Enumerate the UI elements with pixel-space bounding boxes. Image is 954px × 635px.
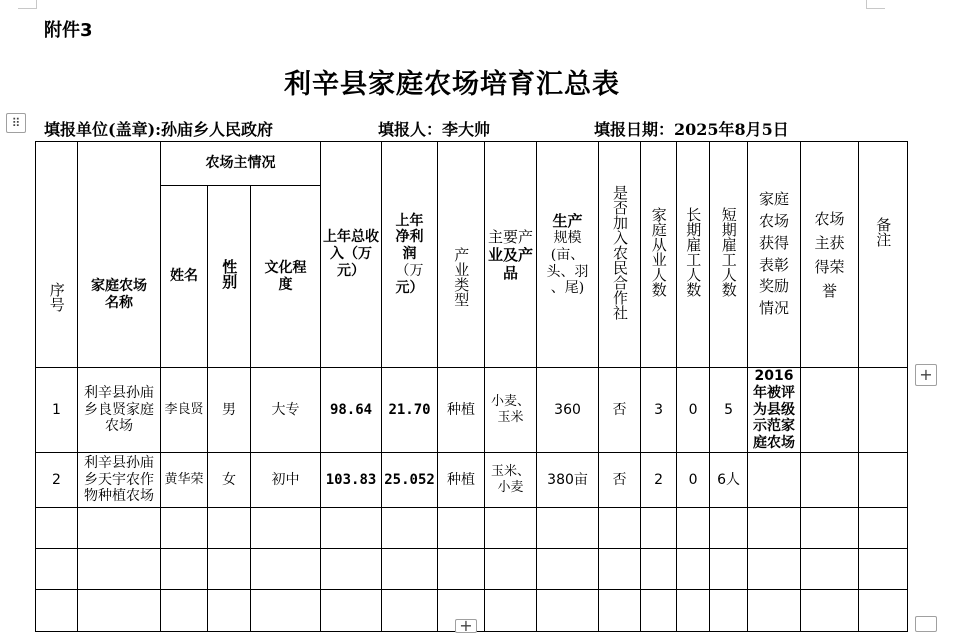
cell-gender: 男 [208, 368, 251, 453]
header-owner-name: 姓名 [161, 186, 208, 368]
cell-scale: 360 [537, 368, 599, 453]
cell-industry: 种植 [438, 452, 485, 507]
cell-owner-honors [801, 452, 859, 507]
cell-revenue: 98.64 [321, 368, 382, 453]
cell-owner: 黄华荣 [161, 452, 208, 507]
cell-seq: 2 [36, 452, 78, 507]
report-date: 填报日期：2025年8月5日 [594, 120, 789, 139]
cell-profit: 21.70 [382, 368, 438, 453]
header-farm-name: 家庭农场名称 [78, 142, 161, 368]
cell-farm-awards: 2016年被评为县级示范家庭农场 [748, 368, 801, 453]
cell-seq: 1 [36, 368, 78, 453]
cell-remarks [859, 452, 908, 507]
header-row-1 [36, 142, 908, 186]
cell-family-workers: 3 [641, 368, 677, 453]
cell-coop: 否 [599, 452, 641, 507]
cell-short-term: 6人 [710, 452, 748, 507]
cell-industry: 种植 [438, 368, 485, 453]
cell-long-term: 0 [677, 452, 710, 507]
cell-products: 玉米、小麦 [485, 452, 537, 507]
header-gender: 性别 [208, 186, 251, 368]
cell-farm-awards [748, 452, 801, 507]
reporter: 填报人：李大帅 [378, 120, 491, 139]
header-owner-group: 农场主情况 [161, 142, 321, 186]
cell-gender: 女 [208, 452, 251, 507]
header-education: 文化程度 [251, 186, 321, 368]
table-row [36, 452, 908, 507]
header-seq: 序号 [36, 142, 78, 368]
empty-row [36, 507, 908, 548]
cell-family-workers: 2 [641, 452, 677, 507]
add-row-plus-icon[interactable]: + [455, 619, 477, 633]
cell-short-term: 5 [710, 368, 748, 453]
table-move-handle-icon[interactable]: ⠿ [6, 113, 26, 133]
header-remarks: 备注 [859, 142, 908, 368]
header-revenue: 上年总收 入（万 元） [321, 142, 382, 368]
header-family-workers: 家庭从业人数 [641, 142, 677, 368]
cell-coop: 否 [599, 368, 641, 453]
page-corner-mark [866, 0, 885, 9]
page-corner-mark [18, 0, 37, 9]
document-title: 利辛县家庭农场培育汇总表 [284, 69, 620, 100]
empty-row [36, 548, 908, 589]
add-column-plus-icon[interactable]: + [915, 364, 937, 386]
cell-owner-honors [801, 368, 859, 453]
report-unit: 填报单位(盖章):孙庙乡人民政府 [44, 120, 274, 139]
cell-scale: 380亩 [537, 452, 599, 507]
header-products: 主要产 业及产 品 [485, 142, 537, 368]
header-industry: 产业类型 [438, 142, 485, 368]
cell-remarks [859, 368, 908, 453]
header-coop: 是否加入农民合作社 [599, 142, 641, 368]
cell-education: 初中 [251, 452, 321, 507]
cell-long-term: 0 [677, 368, 710, 453]
cell-revenue: 103.83 [321, 452, 382, 507]
cell-farm-name: 利辛县孙庙乡天宇农作物种植农场 [78, 452, 161, 507]
cell-owner: 李良贤 [161, 368, 208, 453]
header-short-term-workers: 短期雇工人数 [710, 142, 748, 368]
attachment-label: 附件3 [44, 20, 93, 41]
cell-education: 大专 [251, 368, 321, 453]
cell-farm-name: 利辛县孙庙乡良贤家庭农场 [78, 368, 161, 453]
header-farm-awards: 家庭农场获得表彰奖励情况 [748, 142, 801, 368]
header-scale: 生产 规模 (亩、 头、羽 、尾) [537, 142, 599, 368]
cell-profit: 25.052 [382, 452, 438, 507]
cell-products: 小麦、玉米 [485, 368, 537, 453]
summary-table [35, 141, 908, 632]
header-owner-honors: 农场主获得荣誉 [801, 142, 859, 368]
table-resize-handle-icon[interactable] [915, 616, 937, 632]
header-profit: 上年 净利 润 （万 元） [382, 142, 438, 368]
header-long-term-workers: 长期雇工人数 [677, 142, 710, 368]
table-row [36, 368, 908, 453]
